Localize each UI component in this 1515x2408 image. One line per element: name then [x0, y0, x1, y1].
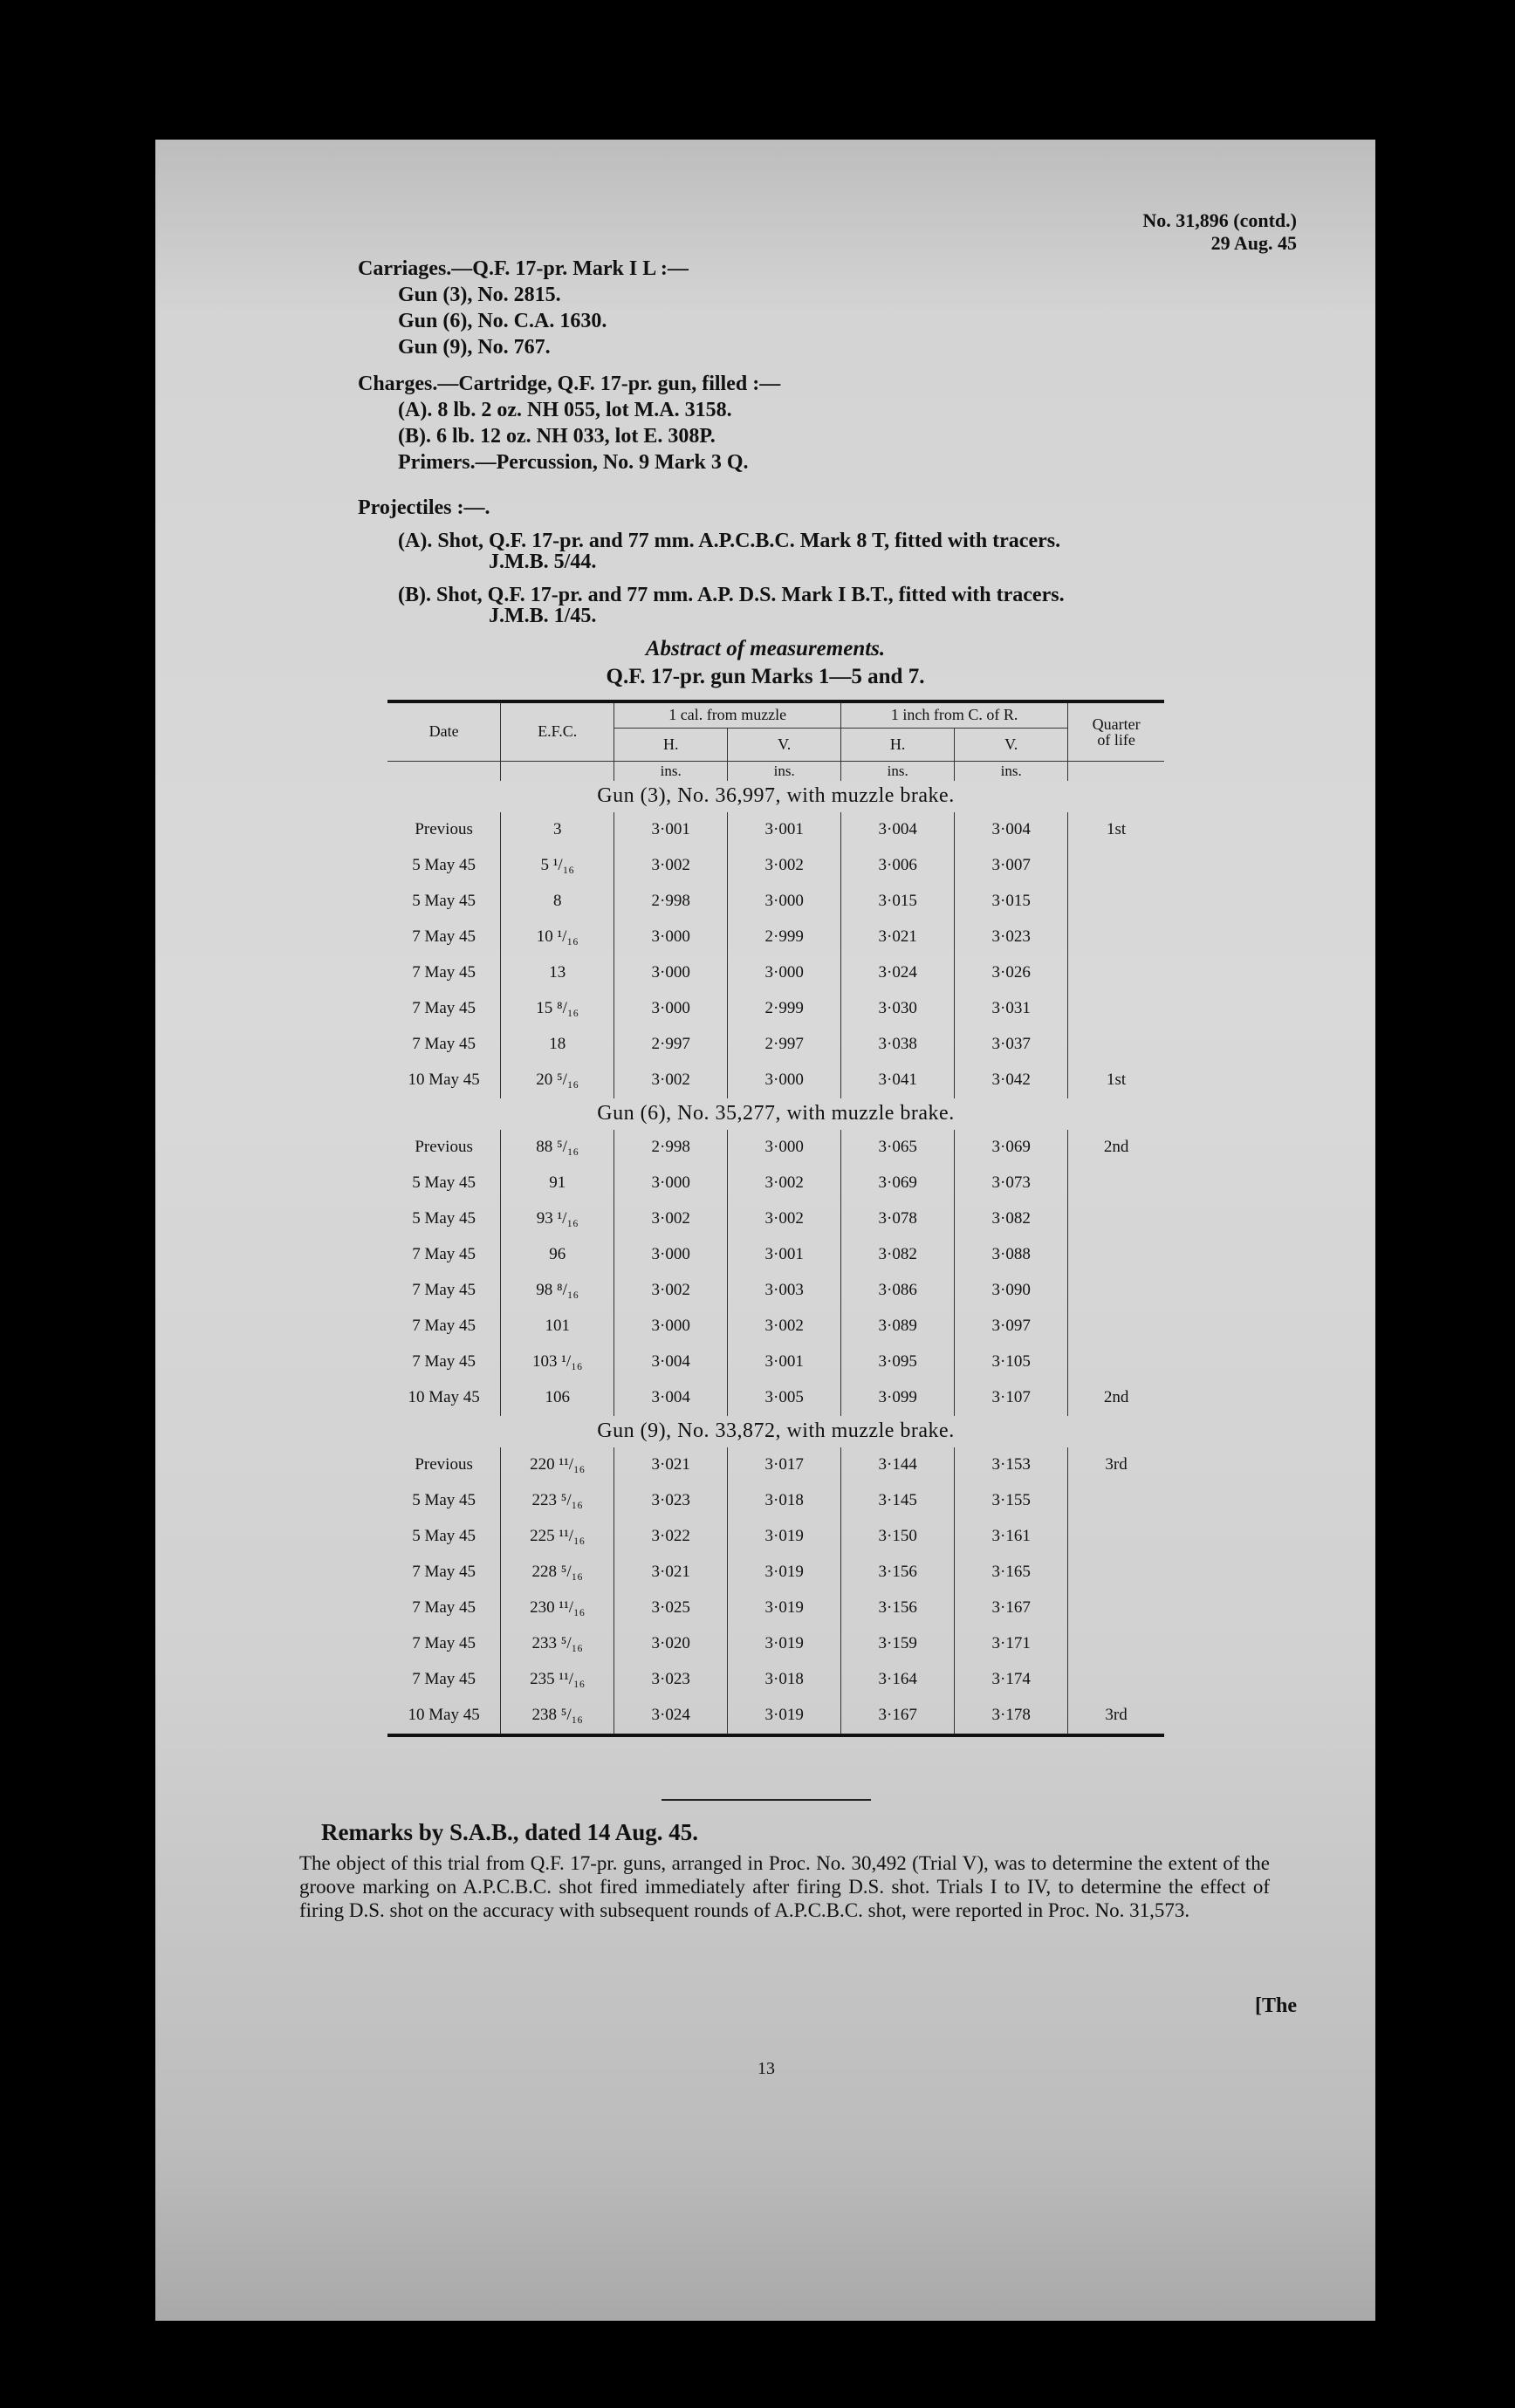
cell-cv: 3·090: [955, 1273, 1068, 1309]
cell-cv: 3·105: [955, 1344, 1068, 1380]
cell-cv: 3·037: [955, 1027, 1068, 1063]
cell-mh: 3·020: [614, 1626, 728, 1662]
gun-section-row: [387, 1098, 1164, 1130]
cell-cv: 3·082: [955, 1201, 1068, 1237]
gun-section-row: [387, 781, 1164, 812]
cell-date: 5 May 45: [412, 1527, 476, 1545]
cell-q: [1068, 1166, 1164, 1201]
header-muzzle: 1 cal. from muzzle: [614, 701, 841, 728]
table-row: [387, 1698, 1164, 1735]
cell-q: 2nd: [1068, 1380, 1164, 1416]
cell-q: [1068, 1273, 1164, 1309]
cell-mv: 3·000: [728, 1130, 841, 1166]
primers-line: Primers.—Percussion, No. 9 Mark 3 Q.: [398, 451, 749, 474]
cell-mh: 3·004: [614, 1344, 728, 1380]
cell-date: 10 May 45: [408, 1388, 480, 1406]
cell-mh: 3·023: [614, 1483, 728, 1519]
cell-mv: 3·003: [728, 1273, 841, 1309]
cell-cv: 3·167: [955, 1591, 1068, 1626]
projectiles-title: Projectiles :—.: [358, 496, 490, 519]
cell-ch: 3·069: [841, 1166, 955, 1201]
cell-ch: 3·030: [841, 991, 955, 1027]
cell-date: 7 May 45: [412, 1281, 476, 1299]
cell-efc: 106: [501, 1380, 614, 1416]
cell-cv: 3·165: [955, 1555, 1068, 1591]
projectile-b-ref: J.M.B. 1/45.: [489, 605, 597, 627]
cell-ch: 3·150: [841, 1519, 955, 1555]
cell-ch: 3·078: [841, 1201, 955, 1237]
cell-mv: 3·002: [728, 1201, 841, 1237]
cell-q: [1068, 884, 1164, 920]
cell-date: 7 May 45: [412, 1634, 476, 1652]
abstract-title: Abstract of measurements.: [645, 637, 886, 660]
cell-date: 7 May 45: [412, 1035, 476, 1053]
cell-mv: 3·019: [728, 1519, 841, 1555]
cell-date: 7 May 45: [412, 1563, 476, 1581]
cell-date: 7 May 45: [412, 1598, 476, 1617]
carriage-item: Gun (6), No. C.A. 1630.: [398, 310, 607, 332]
table-row: [387, 1555, 1164, 1591]
table-row: [387, 955, 1164, 991]
table-row: [387, 1027, 1164, 1063]
cell-date: 10 May 45: [408, 1706, 480, 1724]
cell-mv: 3·000: [728, 955, 841, 991]
cell-date: 5 May 45: [412, 1209, 476, 1228]
cell-efc: 235 ¹¹/₁₆: [501, 1662, 614, 1698]
table-row: [387, 1201, 1164, 1237]
cell-cv: 3·107: [955, 1380, 1068, 1416]
cell-mv: 3·002: [728, 1309, 841, 1344]
cell-mv: 3·019: [728, 1591, 841, 1626]
unit-label: ins.: [841, 761, 955, 781]
cell-efc: 8: [501, 884, 614, 920]
cell-date: 7 May 45: [412, 1670, 476, 1688]
table-row: [387, 1130, 1164, 1166]
table-row: [387, 1591, 1164, 1626]
cell-date: 5 May 45: [412, 856, 476, 874]
cell-mh: 3·023: [614, 1662, 728, 1698]
cell-ch: 3·156: [841, 1591, 955, 1626]
cell-date: 7 May 45: [412, 999, 476, 1017]
cell-efc: 13: [501, 955, 614, 991]
cell-ch: 3·095: [841, 1344, 955, 1380]
cell-mv: 2·999: [728, 991, 841, 1027]
cell-cv: 3·174: [955, 1662, 1068, 1698]
remarks-title: Remarks by S.A.B., dated 14 Aug. 45.: [321, 1819, 699, 1845]
carriage-item: Gun (3), No. 2815.: [398, 284, 561, 306]
cell-mv: 3·000: [728, 884, 841, 920]
measurements-body: [387, 781, 1164, 1735]
remarks-body: The object of this trial from Q.F. 17-pr. guns, arranged in Proc. No. 30,492 (Trial V), was to determine the extent of the groove marking on A.P.C.B.C. shot fired immediately after firing D.S. shot. Trials I to IV, to determine the effect of firing D.S. shot on the accuracy with subsequent rounds of A.P.C.B.C. shot, were reported in Proc. No. 31,573.: [299, 1852, 1270, 1921]
cell-efc: 5 ¹/₁₆: [501, 848, 614, 884]
cell-ch: 3·082: [841, 1237, 955, 1273]
cell-q: [1068, 1027, 1164, 1063]
table-row: [387, 1447, 1164, 1483]
cell-cv: 3·042: [955, 1063, 1068, 1098]
charges-section: [358, 371, 780, 475]
table-row: [387, 812, 1164, 848]
abstract-subtitle: Q.F. 17-pr. gun Marks 1—5 and 7.: [606, 665, 925, 688]
cell-q: [1068, 1344, 1164, 1380]
cell-mh: 2·998: [614, 884, 728, 920]
reference-date: 29 Aug. 45: [1210, 232, 1297, 254]
cell-efc: 103 ¹/₁₆: [501, 1344, 614, 1380]
cell-cv: 3·007: [955, 848, 1068, 884]
cell-efc: 96: [501, 1237, 614, 1273]
cell-q: 3rd: [1068, 1698, 1164, 1735]
measurements-table: [387, 700, 1164, 1737]
cell-cv: 3·031: [955, 991, 1068, 1027]
table-row: [387, 1626, 1164, 1662]
cell-mh: 3·002: [614, 848, 728, 884]
cell-efc: 233 ⁵/₁₆: [501, 1626, 614, 1662]
cell-q: [1068, 1591, 1164, 1626]
charge-item: (A). 8 lb. 2 oz. NH 055, lot M.A. 3158.: [398, 399, 732, 421]
cell-mh: 3·000: [614, 955, 728, 991]
cell-mh: 3·025: [614, 1591, 728, 1626]
cell-q: [1068, 955, 1164, 991]
cell-q: [1068, 1309, 1164, 1344]
cell-mv: 3·018: [728, 1483, 841, 1519]
cell-cv: 3·023: [955, 920, 1068, 955]
cell-efc: 223 ⁵/₁₆: [501, 1483, 614, 1519]
cell-cv: 3·069: [955, 1130, 1068, 1166]
cell-date: 10 May 45: [408, 1071, 480, 1089]
cell-q: 1st: [1068, 1063, 1164, 1098]
cell-cv: 3·155: [955, 1483, 1068, 1519]
carriages-section: [358, 256, 689, 360]
cell-q: [1068, 1483, 1164, 1519]
cell-mv: 3·001: [728, 1237, 841, 1273]
projectile-a-ref: J.M.B. 5/44.: [489, 551, 597, 573]
cell-efc: 228 ⁵/₁₆: [501, 1555, 614, 1591]
gun-section-title: Gun (3), No. 36,997, with muzzle brake.: [597, 784, 955, 807]
cell-ch: 3·145: [841, 1483, 955, 1519]
cell-q: 3rd: [1068, 1447, 1164, 1483]
gun-section-title: Gun (6), No. 35,277, with muzzle brake.: [597, 1102, 955, 1125]
measurements-table-wrapper: [387, 700, 1164, 1737]
header-h: H.: [614, 728, 728, 761]
cell-mv: 3·000: [728, 1063, 841, 1098]
projectile-a: (A). Shot, Q.F. 17-pr. and 77 mm. A.P.C.B.C. Mark 8 T, fitted with tracers.: [398, 530, 1061, 552]
cell-ch: 3·004: [841, 812, 955, 848]
cell-q: [1068, 1237, 1164, 1273]
cell-mh: 3·024: [614, 1698, 728, 1735]
cell-date: Previous: [415, 1138, 473, 1156]
cell-date: 5 May 45: [412, 1491, 476, 1509]
cell-mv: 2·997: [728, 1027, 841, 1063]
cell-q: [1068, 1662, 1164, 1698]
table-row: [387, 1273, 1164, 1309]
unit-label: ins.: [728, 761, 841, 781]
cell-ch: 3·099: [841, 1380, 955, 1416]
cell-date: 5 May 45: [412, 892, 476, 910]
cell-q: [1068, 991, 1164, 1027]
cell-mv: 3·019: [728, 1626, 841, 1662]
cell-mh: 3·000: [614, 920, 728, 955]
cell-efc: 101: [501, 1309, 614, 1344]
cell-date: Previous: [415, 820, 473, 838]
cell-efc: 98 ⁸/₁₆: [501, 1273, 614, 1309]
table-row: [387, 991, 1164, 1027]
cell-efc: 93 ¹/₁₆: [501, 1201, 614, 1237]
cell-mv: 3·017: [728, 1447, 841, 1483]
cell-ch: 3·144: [841, 1447, 955, 1483]
cell-mh: 3·002: [614, 1201, 728, 1237]
cell-mh: 3·002: [614, 1273, 728, 1309]
cell-ch: 3·156: [841, 1555, 955, 1591]
cell-cv: 3·026: [955, 955, 1068, 991]
header-efc: E.F.C.: [501, 701, 614, 761]
header-h: H.: [841, 728, 955, 761]
cell-mv: 3·005: [728, 1380, 841, 1416]
cell-cv: 3·153: [955, 1447, 1068, 1483]
table-row: [387, 1380, 1164, 1416]
table-row: [387, 1344, 1164, 1380]
cell-mv: 3·002: [728, 848, 841, 884]
table-row: [387, 1063, 1164, 1098]
cell-mh: 2·997: [614, 1027, 728, 1063]
cell-ch: 3·086: [841, 1273, 955, 1309]
cell-efc: 220 ¹¹/₁₆: [501, 1447, 614, 1483]
header-v: V.: [728, 728, 841, 761]
gun-section-title: Gun (9), No. 33,872, with muzzle brake.: [597, 1419, 955, 1442]
reference-number: No. 31,896 (contd.): [1142, 209, 1297, 231]
cell-efc: 20 ⁵/₁₆: [501, 1063, 614, 1098]
cell-ch: 3·006: [841, 848, 955, 884]
table-row: [387, 884, 1164, 920]
cell-q: [1068, 1519, 1164, 1555]
cell-efc: 15 ⁸/₁₆: [501, 991, 614, 1027]
cell-mh: 3·022: [614, 1519, 728, 1555]
cell-mv: 3·018: [728, 1662, 841, 1698]
cell-mv: 3·001: [728, 1344, 841, 1380]
cell-q: 1st: [1068, 812, 1164, 848]
table-row: [387, 1309, 1164, 1344]
cell-efc: 10 ¹/₁₆: [501, 920, 614, 955]
header-v: V.: [955, 728, 1068, 761]
cell-mv: 3·019: [728, 1555, 841, 1591]
table-row: [387, 1519, 1164, 1555]
page-number: 13: [758, 2059, 775, 2078]
cell-mh: 3·004: [614, 1380, 728, 1416]
unit-label: ins.: [614, 761, 728, 781]
cell-ch: 3·164: [841, 1662, 955, 1698]
cell-efc: 3: [501, 812, 614, 848]
document-reference: [1142, 209, 1297, 255]
charge-item: (B). 6 lb. 12 oz. NH 033, lot E. 308P.: [398, 425, 716, 448]
cell-ch: 3·065: [841, 1130, 955, 1166]
cell-mh: 3·001: [614, 812, 728, 848]
projectile-b: (B). Shot, Q.F. 17-pr. and 77 mm. A.P. D.S. Mark I B.T., fitted with tracers.: [398, 584, 1065, 606]
cell-date: 7 May 45: [412, 927, 476, 946]
cell-cv: 3·178: [955, 1698, 1068, 1735]
divider: [662, 1799, 871, 1801]
cell-date: Previous: [415, 1455, 473, 1474]
cell-mh: 3·000: [614, 991, 728, 1027]
cell-ch: 3·089: [841, 1309, 955, 1344]
cell-efc: 230 ¹¹/₁₆: [501, 1591, 614, 1626]
table-row: [387, 1166, 1164, 1201]
cell-ch: 3·038: [841, 1027, 955, 1063]
cell-date: 7 May 45: [412, 1352, 476, 1371]
header-cofr: 1 inch from C. of R.: [841, 701, 1068, 728]
cell-date: 7 May 45: [412, 963, 476, 982]
cell-mv: 3·002: [728, 1166, 841, 1201]
charges-title: Charges.—Cartridge, Q.F. 17-pr. gun, filled :—: [358, 373, 781, 395]
cell-mv: 3·001: [728, 812, 841, 848]
table-row: [387, 1237, 1164, 1273]
cell-ch: 3·159: [841, 1626, 955, 1662]
cell-mh: 3·000: [614, 1166, 728, 1201]
table-row: [387, 848, 1164, 884]
cell-cv: 3·073: [955, 1166, 1068, 1201]
cell-ch: 3·024: [841, 955, 955, 991]
unit-label: ins.: [955, 761, 1068, 781]
table-row: [387, 1662, 1164, 1698]
cell-efc: 225 ¹¹/₁₆: [501, 1519, 614, 1555]
cell-cv: 3·015: [955, 884, 1068, 920]
catchword: [The: [1255, 1994, 1297, 2017]
document-page: [155, 140, 1375, 2321]
cell-cv: 3·004: [955, 812, 1068, 848]
cell-q: [1068, 1626, 1164, 1662]
cell-cv: 3·161: [955, 1519, 1068, 1555]
gun-section-row: [387, 1416, 1164, 1447]
cell-efc: 238 ⁵/₁₆: [501, 1698, 614, 1735]
cell-ch: 3·041: [841, 1063, 955, 1098]
cell-mv: 3·019: [728, 1698, 841, 1735]
cell-mh: 3·000: [614, 1237, 728, 1273]
cell-ch: 3·167: [841, 1698, 955, 1735]
table-row: [387, 920, 1164, 955]
cell-date: 7 May 45: [412, 1317, 476, 1335]
cell-q: [1068, 1201, 1164, 1237]
cell-q: [1068, 1555, 1164, 1591]
cell-q: 2nd: [1068, 1130, 1164, 1166]
cell-mh: 3·021: [614, 1447, 728, 1483]
header-quarter: Quarter of life: [1068, 701, 1164, 761]
cell-date: 7 May 45: [412, 1245, 476, 1263]
cell-cv: 3·171: [955, 1626, 1068, 1662]
cell-efc: 88 ⁵/₁₆: [501, 1130, 614, 1166]
cell-mh: 2·998: [614, 1130, 728, 1166]
projectiles-section: [358, 495, 1065, 629]
cell-mh: 3·002: [614, 1063, 728, 1098]
cell-efc: 91: [501, 1166, 614, 1201]
cell-date: 5 May 45: [412, 1173, 476, 1192]
cell-ch: 3·015: [841, 884, 955, 920]
cell-q: [1068, 920, 1164, 955]
cell-cv: 3·088: [955, 1237, 1068, 1273]
cell-efc: 18: [501, 1027, 614, 1063]
header-date: Date: [428, 722, 459, 741]
cell-ch: 3·021: [841, 920, 955, 955]
table-row: [387, 1483, 1164, 1519]
cell-q: [1068, 848, 1164, 884]
cell-mv: 2·999: [728, 920, 841, 955]
carriages-title: Carriages.—Q.F. 17-pr. Mark I L :—: [358, 257, 689, 280]
cell-cv: 3·097: [955, 1309, 1068, 1344]
carriage-item: Gun (9), No. 767.: [398, 336, 551, 359]
cell-mh: 3·000: [614, 1309, 728, 1344]
cell-mh: 3·021: [614, 1555, 728, 1591]
